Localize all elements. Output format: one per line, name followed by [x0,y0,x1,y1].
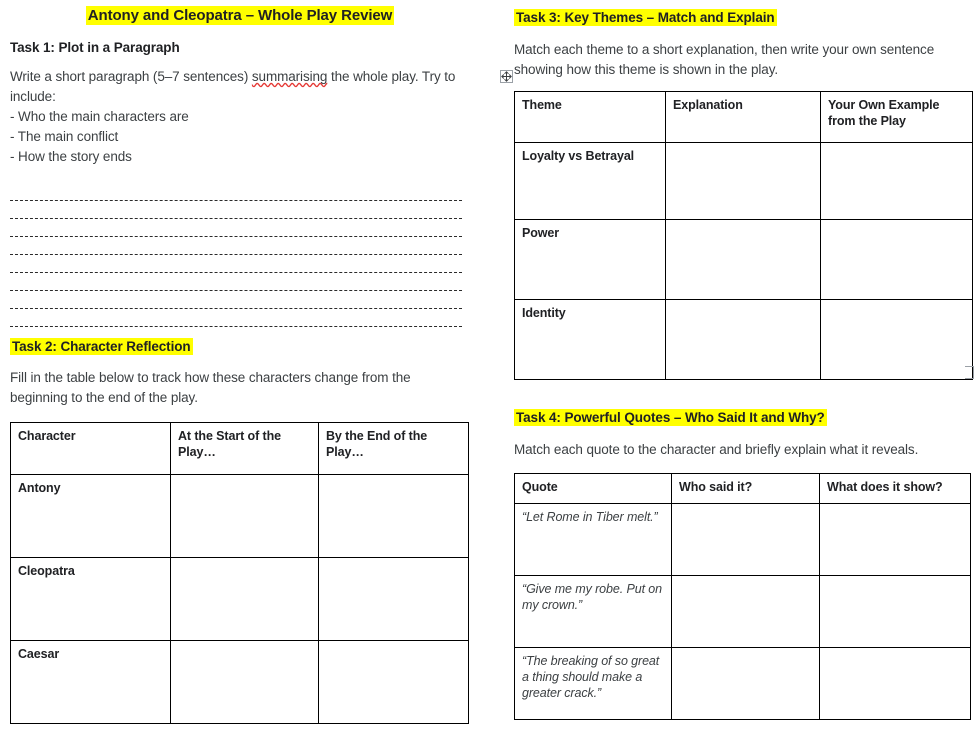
task1-answer-lines[interactable] [10,183,470,327]
table-row [515,648,971,720]
cell-quote-3-who[interactable] [672,648,820,720]
cell-caesar-start[interactable] [171,641,319,724]
table-header-row [515,474,971,504]
table-row [515,143,973,220]
table-row [11,475,469,558]
cell-quote-1: “Let Rome in Tiber melt.” [515,504,672,576]
cell-quote-3: “The breaking of so great a thing should make a greater crack.” [515,648,672,720]
task4-heading-text: Task 4: Powerful Quotes – Who Said It and Why? [516,410,825,425]
task1-misspelled-word: summarising [251,69,328,84]
column-header-end-of-play: By the End of the Play… [319,423,469,475]
cell-identity-example[interactable] [821,300,973,380]
cell-quote-1-who[interactable] [672,504,820,576]
right-column [514,0,972,720]
column-header-start-of-play: At the Start of the Play… [171,423,319,475]
cell-identity-explanation[interactable] [666,300,821,380]
task1-instructions [10,67,470,107]
column-header-theme: Theme [515,92,666,143]
answer-line[interactable] [10,201,462,219]
column-header-what-does-it-show: What does it show? [820,474,971,504]
task2-heading [10,338,470,356]
cell-cleopatra-end[interactable] [319,558,469,641]
row-label-loyalty-vs-betrayal: Loyalty vs Betrayal [515,143,666,220]
task1-bullet-2: - The main conflict [10,129,119,144]
resize-corner-icon[interactable] [965,366,974,379]
cell-caesar-end[interactable] [319,641,469,724]
task1-heading-text: Task 1: Plot in a Paragraph [10,40,180,55]
table-header-row [11,423,469,475]
table-row [515,576,971,648]
cell-antony-end[interactable] [319,475,469,558]
task2-heading-text: Task 2: Character Reflection [12,339,191,354]
table-header-row [515,92,973,143]
cell-antony-start[interactable] [171,475,319,558]
cell-quote-2-show[interactable] [820,576,971,648]
cell-power-explanation[interactable] [666,220,821,300]
task2-instructions: Fill in the table below to track how these characters change from the beginning to the end of the play. [10,370,411,405]
table-character-reflection[interactable] [10,422,469,724]
task1-bullet-3: - How the story ends [10,149,132,164]
page-title-text: Antony and Cleopatra – Whole Play Review [87,7,393,24]
table-row [515,220,973,300]
task3-heading [514,9,972,27]
answer-line[interactable] [10,309,462,327]
row-label-identity: Identity [515,300,666,380]
column-header-quote: Quote [515,474,672,504]
row-label-power: Power [515,220,666,300]
cell-cleopatra-start[interactable] [171,558,319,641]
row-label-caesar: Caesar [11,641,171,724]
task1-intro-before: Write a short paragraph (5–7 sentences) [10,69,252,84]
row-label-antony: Antony [11,475,171,558]
answer-line[interactable] [10,255,462,273]
table-powerful-quotes[interactable] [514,473,971,720]
row-label-cleopatra: Cleopatra [11,558,171,641]
column-header-your-own-example: Your Own Example from the Play [821,92,973,143]
cell-quote-2-who[interactable] [672,576,820,648]
task4-heading [514,409,972,427]
task3-heading-text: Task 3: Key Themes – Match and Explain [516,10,775,25]
task4-instructions: Match each quote to the character and briefly explain what it reveals. [514,442,919,457]
cell-loyalty-explanation[interactable] [666,143,821,220]
cell-quote-3-show[interactable] [820,648,971,720]
task1-intro-after: the whole play. Try to include: [10,69,456,104]
task1-heading [10,39,470,57]
column-header-explanation: Explanation [666,92,821,143]
answer-line[interactable] [10,219,462,237]
answer-line[interactable] [10,291,462,309]
answer-line[interactable] [10,273,462,291]
page-title [10,6,470,26]
answer-line[interactable] [10,183,462,201]
cell-quote-1-show[interactable] [820,504,971,576]
table-row [11,558,469,641]
cell-loyalty-example[interactable] [821,143,973,220]
task3-instructions: Match each theme to a short explanation, then write your own sentence showing how this theme is shown in the play. [514,42,935,77]
cell-quote-2: “Give me my robe. Put on my crown.” [515,576,672,648]
table-row [11,641,469,724]
column-header-character: Character [11,423,171,475]
table-key-themes[interactable] [514,91,973,380]
table-row [515,300,973,380]
cell-power-example[interactable] [821,220,973,300]
table-row [515,504,971,576]
answer-line[interactable] [10,237,462,255]
task1-bullet-1: - Who the main characters are [10,109,189,124]
column-header-who-said-it: Who said it? [672,474,820,504]
move-cross-icon[interactable] [500,70,513,83]
left-column [10,0,470,724]
